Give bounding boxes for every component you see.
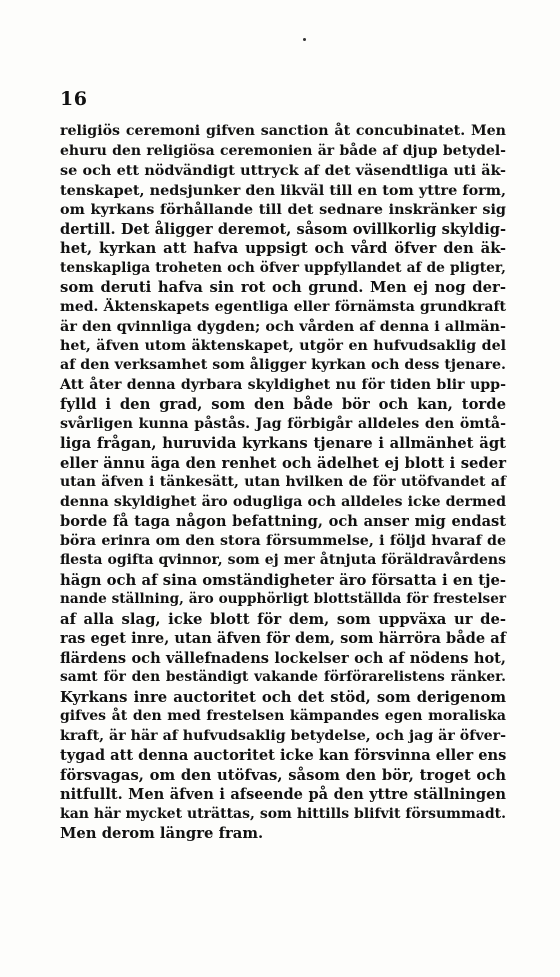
text-line: samt för den beständigt vakande förförarelistens ränker. (60, 669, 506, 685)
text-line: het, äfven utom äktenskapet, utgör en hufvudsaklig del (60, 337, 506, 354)
page-number: 16 (60, 88, 88, 110)
text-line: ehuru den religiösa ceremonien är både af djup betydel- (60, 142, 506, 159)
text-line: religiös ceremoni gifven sanction åt concubinatet. Men (60, 123, 506, 139)
text-line: som deruti hafva sin rot och grund. Men ej nog der- (60, 279, 506, 296)
text-line: kan här mycket uträttas, som hittills blifvit försummadt. (60, 805, 506, 822)
text-line: af den verksamhet som åligger kyrkan och dess tjenare. (60, 357, 506, 373)
text-line: eller ännu äga den renhet och ädelhet ej blott i seder (60, 454, 506, 472)
text-line: denna skyldighet äro odugliga och alldeles icke dermed (60, 493, 506, 510)
text-line: utan äfven i tänkesätt, utan hvilken de för utöfvandet af (60, 474, 506, 490)
text-line: Kyrkans inre auctoritet och det stöd, som derigenom (60, 688, 506, 706)
text-line: liga frågan, huruvida kyrkans tjenare i allmänhet ägt (60, 435, 506, 452)
text-line: hägn och af sina omständigheter äro försatta i en tje- (60, 571, 506, 589)
text-line: Att åter denna dyrbara skyldighet nu för tiden blir upp- (60, 376, 506, 393)
text-line: tenskapet, nedsjunker den likväl till en tom yttre form, (60, 181, 506, 199)
text-line: dertill. Det åligger deremot, såsom ovillkorlig skyldig- (60, 220, 506, 238)
text-line: svårligen kunna påstås. Jag förbigår alldeles den ömtå- (60, 415, 506, 432)
text-line: fylld i den grad, som den både bör och kan, torde (60, 396, 506, 413)
text-line: nitfullt. Men äfven i afseende på den yttre ställningen (60, 786, 506, 803)
text-line: flärdens och vällefnadens lockelser och af nödens hot, (60, 649, 506, 667)
text-line: af alla slag, icke blott för dem, som uppväxa ur de- (60, 610, 506, 628)
text-line: ras eget inre, utan äfven för dem, som härröra både af (60, 630, 506, 647)
text-line: med. Äktenskapets egentliga eller förnämsta grundkraft (60, 298, 506, 315)
text-line: nande ställning, äro oupphörligt blottställda för frestelser (60, 591, 506, 607)
text-line: gifves åt den med frestelsen kämpandes egen moraliska (60, 708, 506, 724)
text-line: tygad att denna auctoritet icke kan försvinna eller ens (60, 747, 507, 764)
text-line: Men derom längre fram. (60, 825, 264, 842)
text-line: är den qvinnliga dygden; och vården af denna i allmän- (60, 318, 506, 335)
text-line: se och ett nödvändigt uttryck af det väsendtliga uti äk- (60, 162, 506, 179)
text-line: böra erinra om den stora försummelse, i följd hvaraf de (60, 532, 506, 549)
text-line: het, kyrkan att hafva uppsigt och vård öfver den äk- (60, 240, 506, 257)
print-speck (303, 38, 306, 41)
text-line: tenskapliga troheten och öfver uppfyllandet af de pligter, (60, 259, 506, 276)
body-text (60, 122, 506, 844)
text-line: försvagas, om den utöfvas, såsom den bör, troget och (60, 766, 506, 784)
text-line: borde få taga någon befattning, och anser mig endast (60, 513, 506, 530)
text-line: flesta ogifta qvinnor, som ej mer åtnjuta föräldravårdens (60, 552, 506, 568)
text-line: kraft, är här af hufvudsaklig betydelse, och jag är öfver- (60, 727, 506, 744)
text-line: om kyrkans förhållande till det sednare inskränker sig (60, 201, 506, 218)
